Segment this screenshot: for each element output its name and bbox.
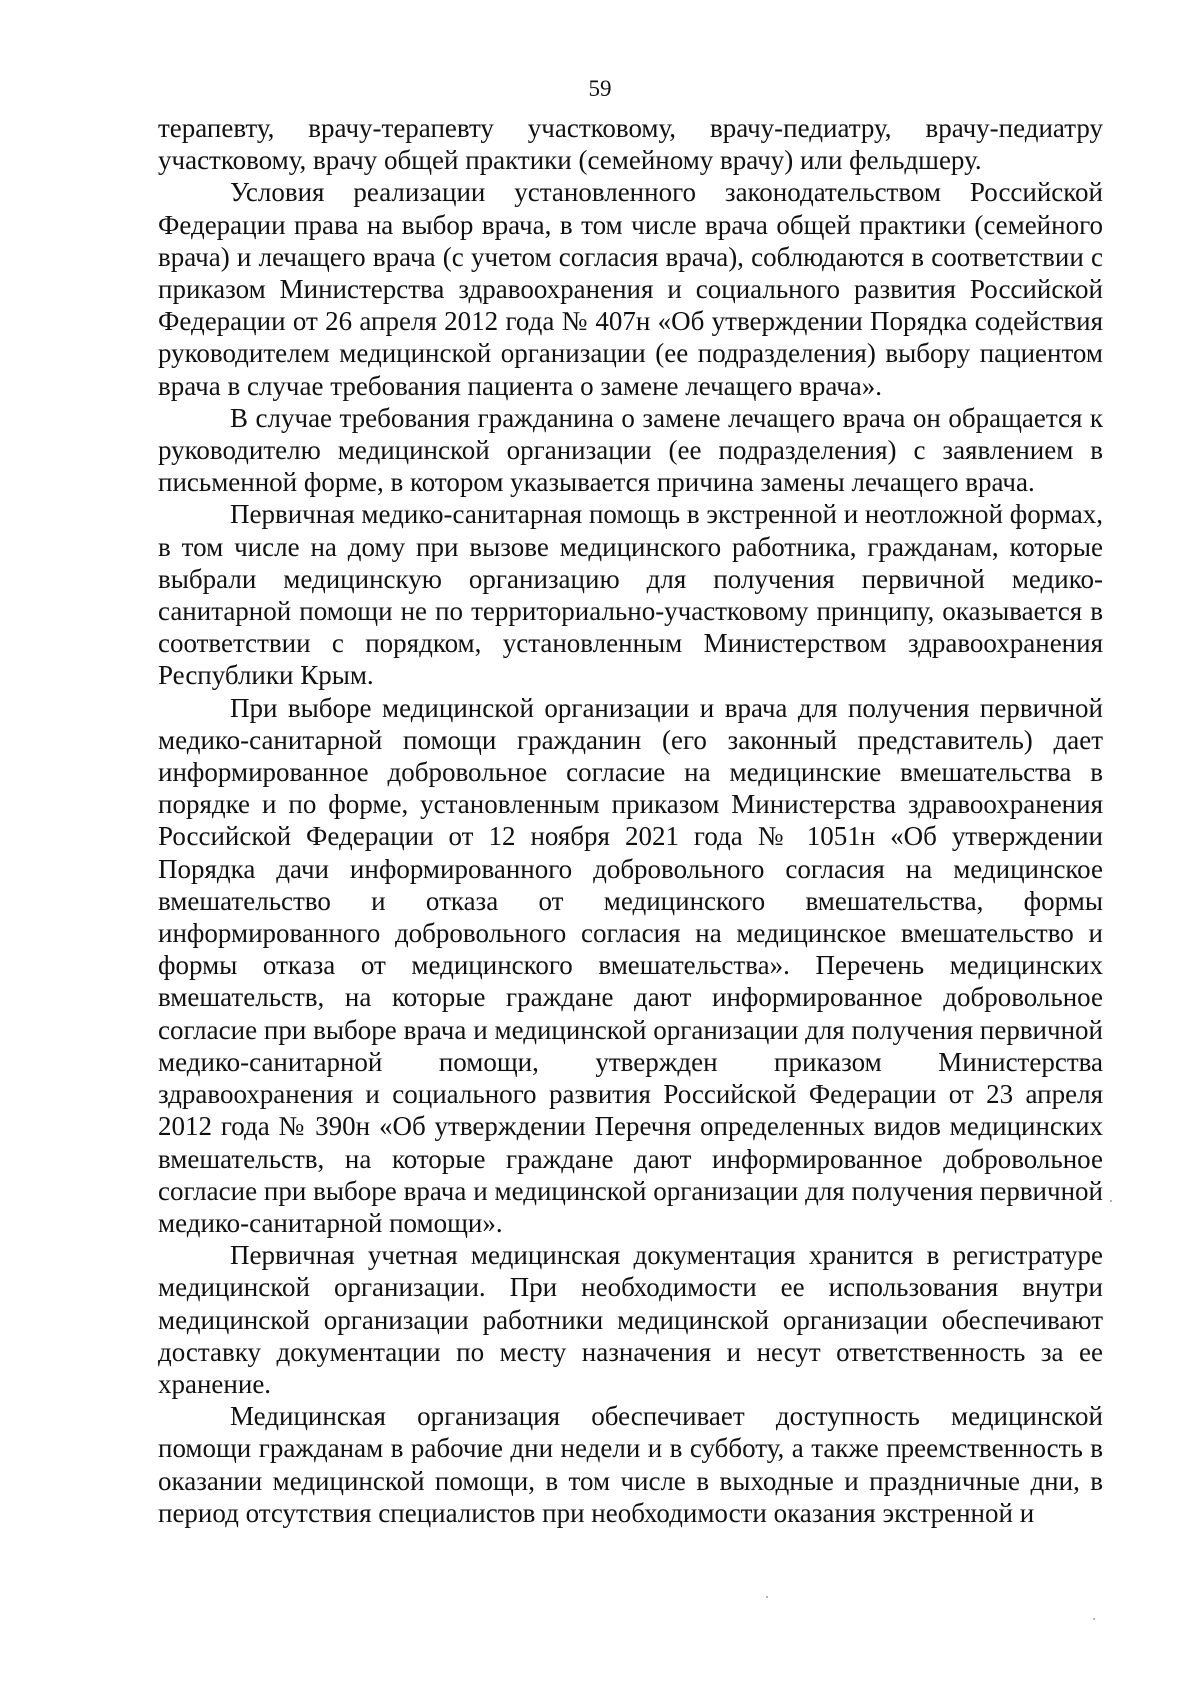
paragraph-emergency-care: Первичная медико-санитарная помощь в экстренной и неотложной формах, в том числе на дому при вызове медицинского работника, гражданам, которые выбрали медицинскую организацию для получения первичной медико-санитарной помощи не по территориально-участковому принципу, оказывается в соответствии с порядком, установленным Министерством здравоохранения Республики Крым. <box>158 499 1103 691</box>
scan-speck <box>766 1596 768 1598</box>
paragraph-choice-of-doctor: Условия реализации установленного законодательством Российской Федерации права на выбор врача, в том числе врача общей практики (семейного врача) и лечащего врача (с учетом согласия врача), соблюдаются в соответствии с приказом Министерства здравоохранения и социального развития Российской Федерации от 26 апреля 2012 года № 407н «Об утверждении Порядка содействия руководителем медицинской организации (ее подразделения) выбору пациентом врача в случае требования пациента о замене лечащего врача». <box>158 177 1103 401</box>
page-number: 59 <box>588 76 612 101</box>
paragraph-availability: Медицинская организация обеспечивает доступность медицинской помощи гражданам в рабочие дни недели и в субботу, а также преемственность в оказании медицинской помощи, в том числе в выходные и праздничные дни, в период отсутствия специалистов при необходимости оказания экстренной и <box>158 1401 1103 1528</box>
paragraph-informed-consent: При выборе медицинской организации и врача для получения первичной медико-санитарной помощи гражданин (его законный представитель) дает информированное добровольное согласие на медицинские вмешательства в порядке и по форме, установленным приказом Министерства здравоохранения Российской Федерации от 12 ноября 2021 года № 1051н «Об утверждении Порядка дачи информированного добровольного согласия на медицинское вмешательство и отказа от медицинского вмешательства, формы информированного добровольного согласия на медицинское вмешательство и формы отказа от медицинского вмешательства». Перечень медицинских вмешательств, на которые граждане дают информированное добровольное согласие при выборе врача и медицинской организации для получения первичной медико-санитарной помощи, утвержден приказом Министерства здравоохранения и социального развития Российской Федерации от 23 апреля 2012 года № 390н «Об утверждении Перечня определенных видов медицинских вмешательств, на которые граждане дают информированное добровольное согласие при выборе врача и медицинской организации для получения первичной медико-санитарной помощи». <box>158 692 1103 1238</box>
paragraph-medical-records: Первичная учетная медицинская документация хранится в регистратуре медицинской организации. При необходимости ее использования внутри медицинской организации работники медицинской организации обеспечивают доставку документации по месту назначения и несут ответственность за ее хранение. <box>158 1240 1103 1399</box>
scan-speck <box>1093 1618 1095 1620</box>
paragraph-continuation: терапевту, врачу-терапевту участковому, врачу-педиатру, врачу-педиатру участковому, врачу общей практики (семейному врачу) или фельдшеру. <box>158 113 1103 176</box>
scan-speck <box>1110 1200 1112 1202</box>
document-body <box>158 112 1103 1529</box>
paragraph-replacement-request: В случае требования гражданина о замене лечащего врача он обращается к руководителю медицинской организации (ее подразделения) с заявлением в письменной форме, в котором указывается причина замены лечащего врача. <box>158 402 1103 498</box>
